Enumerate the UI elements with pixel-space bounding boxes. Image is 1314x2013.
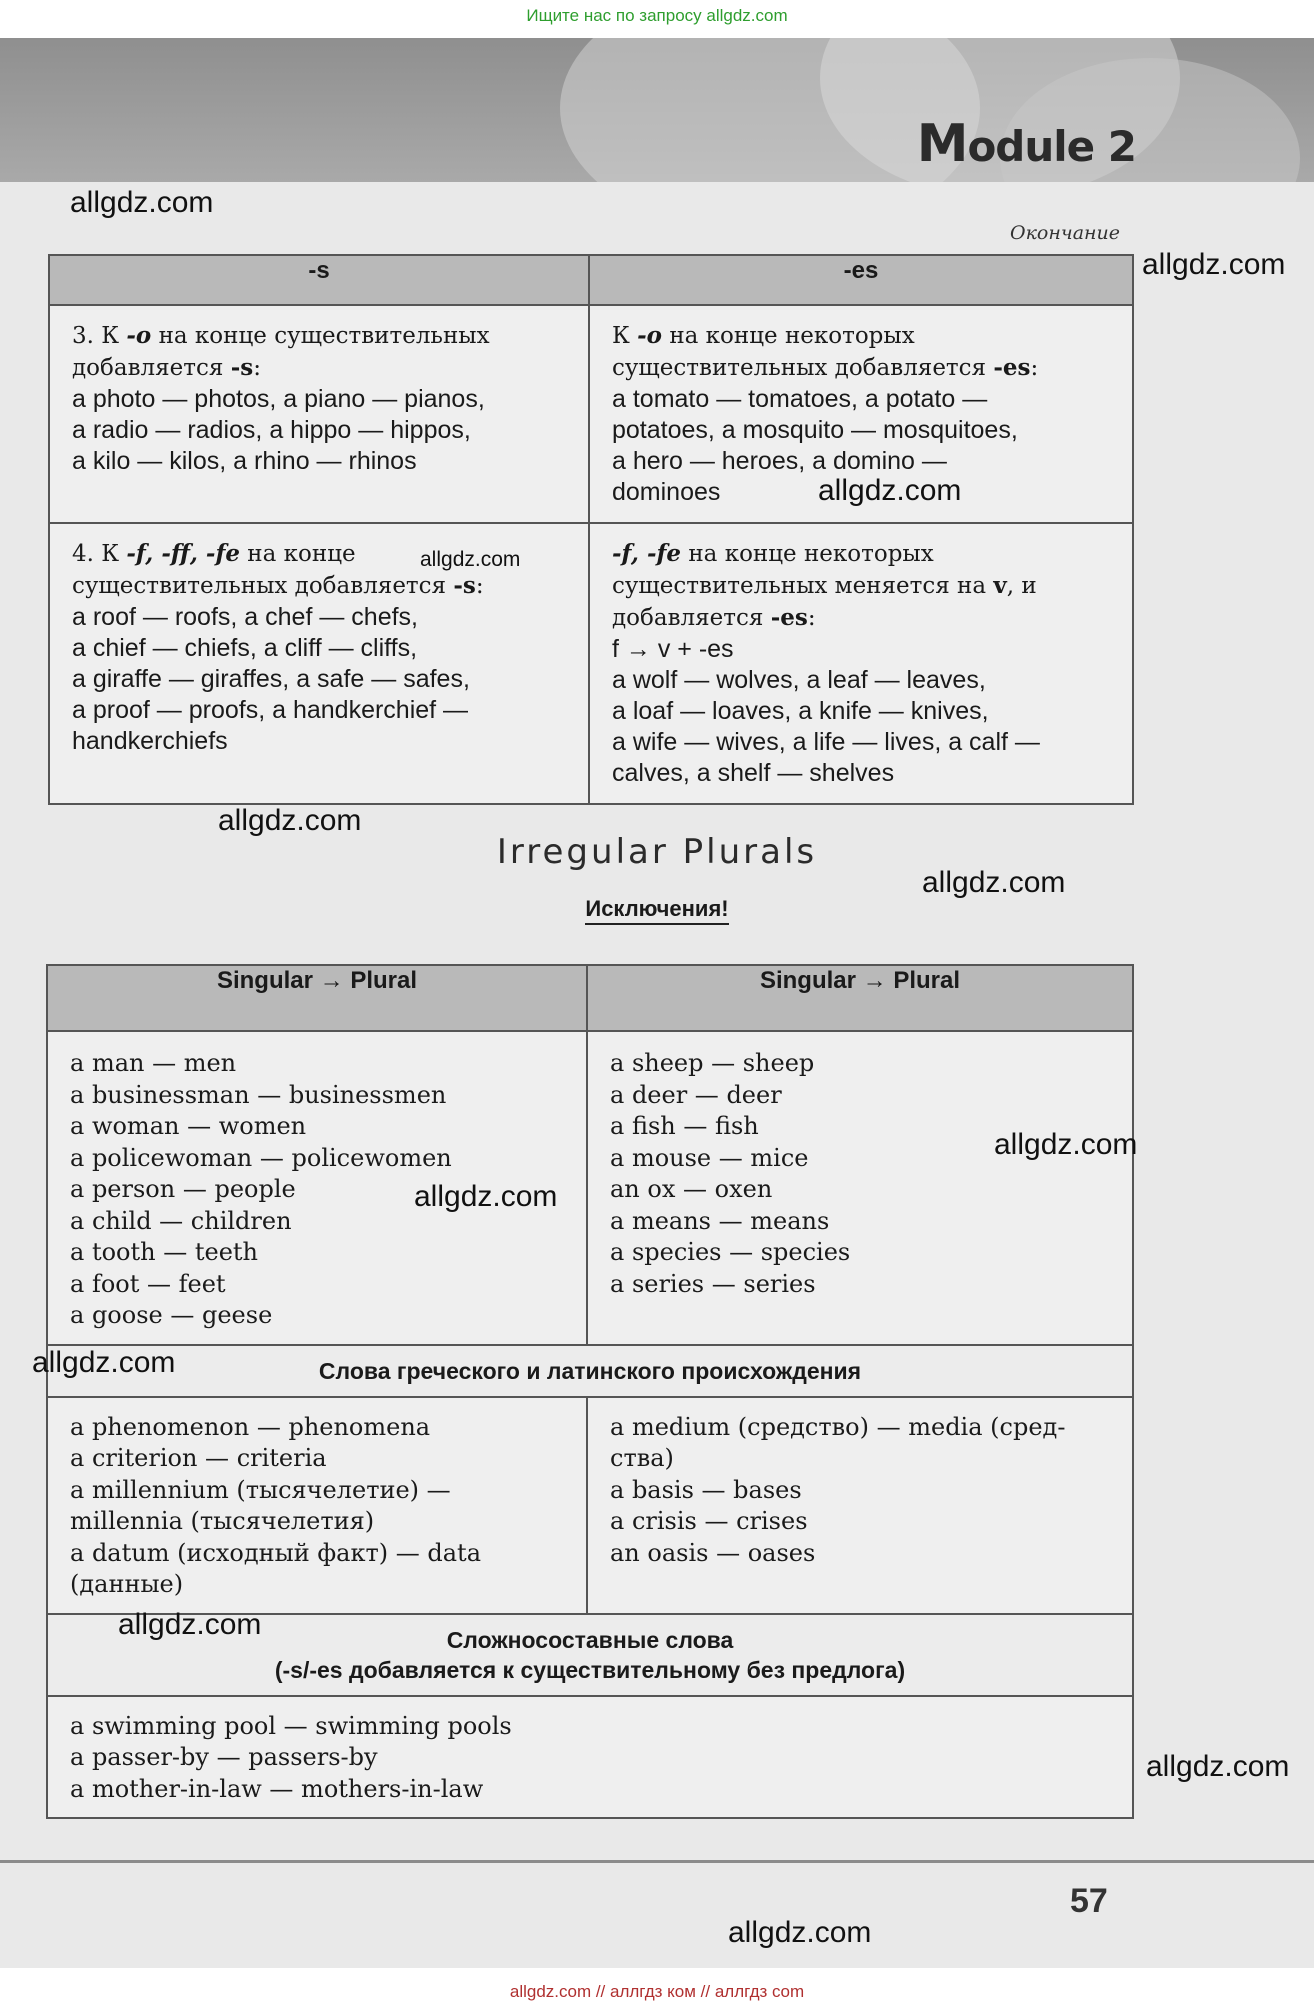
list-item: a goose — geese: [70, 1301, 273, 1329]
list-item: a millennium (тысячелетие) —: [70, 1475, 451, 1504]
list-item: a woman — women: [70, 1112, 307, 1140]
plural-endings-table: [48, 254, 1134, 805]
compound-title: Сложносоставные слова: [446, 1626, 734, 1653]
header-band: [0, 38, 1314, 182]
list-item: a mouse — mice: [610, 1143, 809, 1172]
greek-list-right: [587, 1397, 1133, 1614]
page-number: 57: [1070, 1882, 1108, 1920]
section-subtitle: Исключения!: [0, 896, 1314, 922]
list-item: (данные): [70, 1570, 184, 1598]
watermark: allgdz.com: [420, 548, 521, 571]
watermark: allgdz.com: [1142, 248, 1286, 281]
rule-text: -f, -fe на конце некоторых существительных меняется на v, и добавляется -es:: [612, 540, 1037, 631]
footer-rule: [0, 1860, 1314, 1863]
list-item: a swimming pool — swimming pools: [70, 1711, 512, 1740]
column-header-right: Singular → Plural: [587, 965, 1133, 1031]
watermark: allgdz.com: [414, 1180, 558, 1213]
watermark: allgdz.com: [218, 804, 362, 837]
example-line: a roof — roofs, a chef — chefs,: [72, 603, 418, 631]
watermark: allgdz.com: [70, 186, 214, 219]
module-title: Module 2: [916, 114, 1136, 174]
list-item: a deer — deer: [610, 1080, 782, 1109]
list-item: a datum (исходный факт) — data: [70, 1538, 481, 1567]
bottom-site-links[interactable]: [0, 1982, 1314, 2002]
example-line: a wife — wives, a life — lives, a calf —: [612, 728, 1040, 756]
list-item: a fish — fish: [610, 1112, 759, 1140]
table-row: [47, 1397, 1133, 1614]
list-item: an ox — oxen: [610, 1175, 773, 1203]
rule-cell: [49, 305, 589, 523]
table-row: [47, 1031, 1133, 1345]
list-item: a man — men: [70, 1049, 237, 1077]
example-line: a giraffe — giraffes, a safe — safes,: [72, 665, 470, 693]
watermark: allgdz.com: [922, 866, 1066, 899]
example-line: a radio — radios, a hippo — hippos,: [72, 416, 471, 444]
list-item: a medium (средство) — media (сред-: [610, 1412, 1066, 1441]
list-item: a person — people: [70, 1175, 296, 1203]
rule-text: 3. К -о на конце существительных добавляется -s:: [72, 322, 490, 381]
list-item: millennia (тысячелетия): [70, 1507, 375, 1535]
example-line: a tomato — tomatoes, a potato —: [612, 385, 988, 413]
irregular-plurals-table: [46, 964, 1134, 1819]
rule-text: К -о на конце некоторых существительных добавляется -es:: [612, 322, 1039, 381]
top-search-hint[interactable]: Ищите нас по запросу allgdz.com: [526, 6, 788, 25]
example-line: a wolf — wolves, a leaf — leaves,: [612, 666, 986, 694]
list-item: a phenomenon — phenomena: [70, 1412, 431, 1441]
watermark: allgdz.com: [994, 1128, 1138, 1161]
rule-text: 4. К -f, -ff, -fe на конце существительных добавляется -s:: [72, 540, 484, 599]
example-line: a hero — heroes, a domino —: [612, 447, 947, 475]
list-item: a sheep — sheep: [610, 1049, 815, 1077]
section-title: Irregular Plurals: [496, 832, 818, 872]
watermark: allgdz.com: [1146, 1750, 1290, 1783]
rule-cell: [589, 523, 1133, 804]
watermark: allgdz.com: [32, 1346, 176, 1379]
rule-formula: f → v + -es: [612, 635, 734, 663]
list-item: a mother-in-law — mothers-in-law: [70, 1774, 484, 1803]
example-line: a chief — chiefs, a cliff — cliffs,: [72, 634, 418, 662]
table-row: [47, 1696, 1133, 1819]
list-item: a tooth — teeth: [70, 1238, 258, 1266]
example-line: a photo — photos, a piano — pianos,: [72, 385, 485, 413]
table-row: [49, 305, 1133, 523]
site-link[interactable]: allgdz.com // аллгдз ком // аллгдз com: [509, 1982, 805, 2001]
column-header-s: -s: [49, 255, 589, 305]
list-item: a species — species: [610, 1238, 851, 1266]
column-header-es: -es: [589, 255, 1133, 305]
list-item: ства): [610, 1444, 674, 1472]
list-item: a child — children: [70, 1206, 292, 1235]
irregular-list-right: [587, 1031, 1133, 1345]
greek-list-left: [47, 1397, 587, 1614]
list-item: a crisis — crises: [610, 1507, 808, 1535]
list-item: a criterion — criteria: [70, 1444, 327, 1472]
greek-latin-heading: Слова греческого и латинского происхождения: [47, 1345, 1133, 1397]
example-line: handkerchiefs: [72, 727, 228, 755]
list-item: a means — means: [610, 1206, 830, 1235]
list-item: a basis — bases: [610, 1475, 802, 1504]
watermark: allgdz.com: [818, 474, 962, 507]
list-item: a businessman — businessmen: [70, 1080, 447, 1109]
example-line: a loaf — loaves, a knife — knives,: [612, 697, 989, 725]
list-item: an oasis — oases: [610, 1538, 816, 1567]
compound-list: [47, 1696, 1133, 1819]
list-item: a foot — feet: [70, 1269, 226, 1298]
example-line: calves, a shelf — shelves: [612, 759, 895, 787]
watermark: allgdz.com: [728, 1916, 872, 1949]
list-item: a series — series: [610, 1269, 816, 1298]
continued-label: Окончание: [1010, 222, 1121, 244]
example-line: a proof — proofs, a handkerchief —: [72, 696, 469, 724]
watermark: allgdz.com: [118, 1608, 262, 1641]
list-item: a policewoman — policewomen: [70, 1143, 452, 1172]
compound-subtitle: (-s/-es добавляется к существительному без предлога): [274, 1656, 906, 1683]
column-header-left: Singular → Plural: [47, 965, 587, 1031]
table-row: [49, 523, 1133, 804]
example-line: a kilo — kilos, a rhino — rhinos: [72, 447, 417, 475]
example-line: dominoes: [612, 478, 721, 506]
list-item: a passer-by — passers-by: [70, 1743, 378, 1771]
example-line: potatoes, a mosquito — mosquitoes,: [612, 416, 1018, 444]
